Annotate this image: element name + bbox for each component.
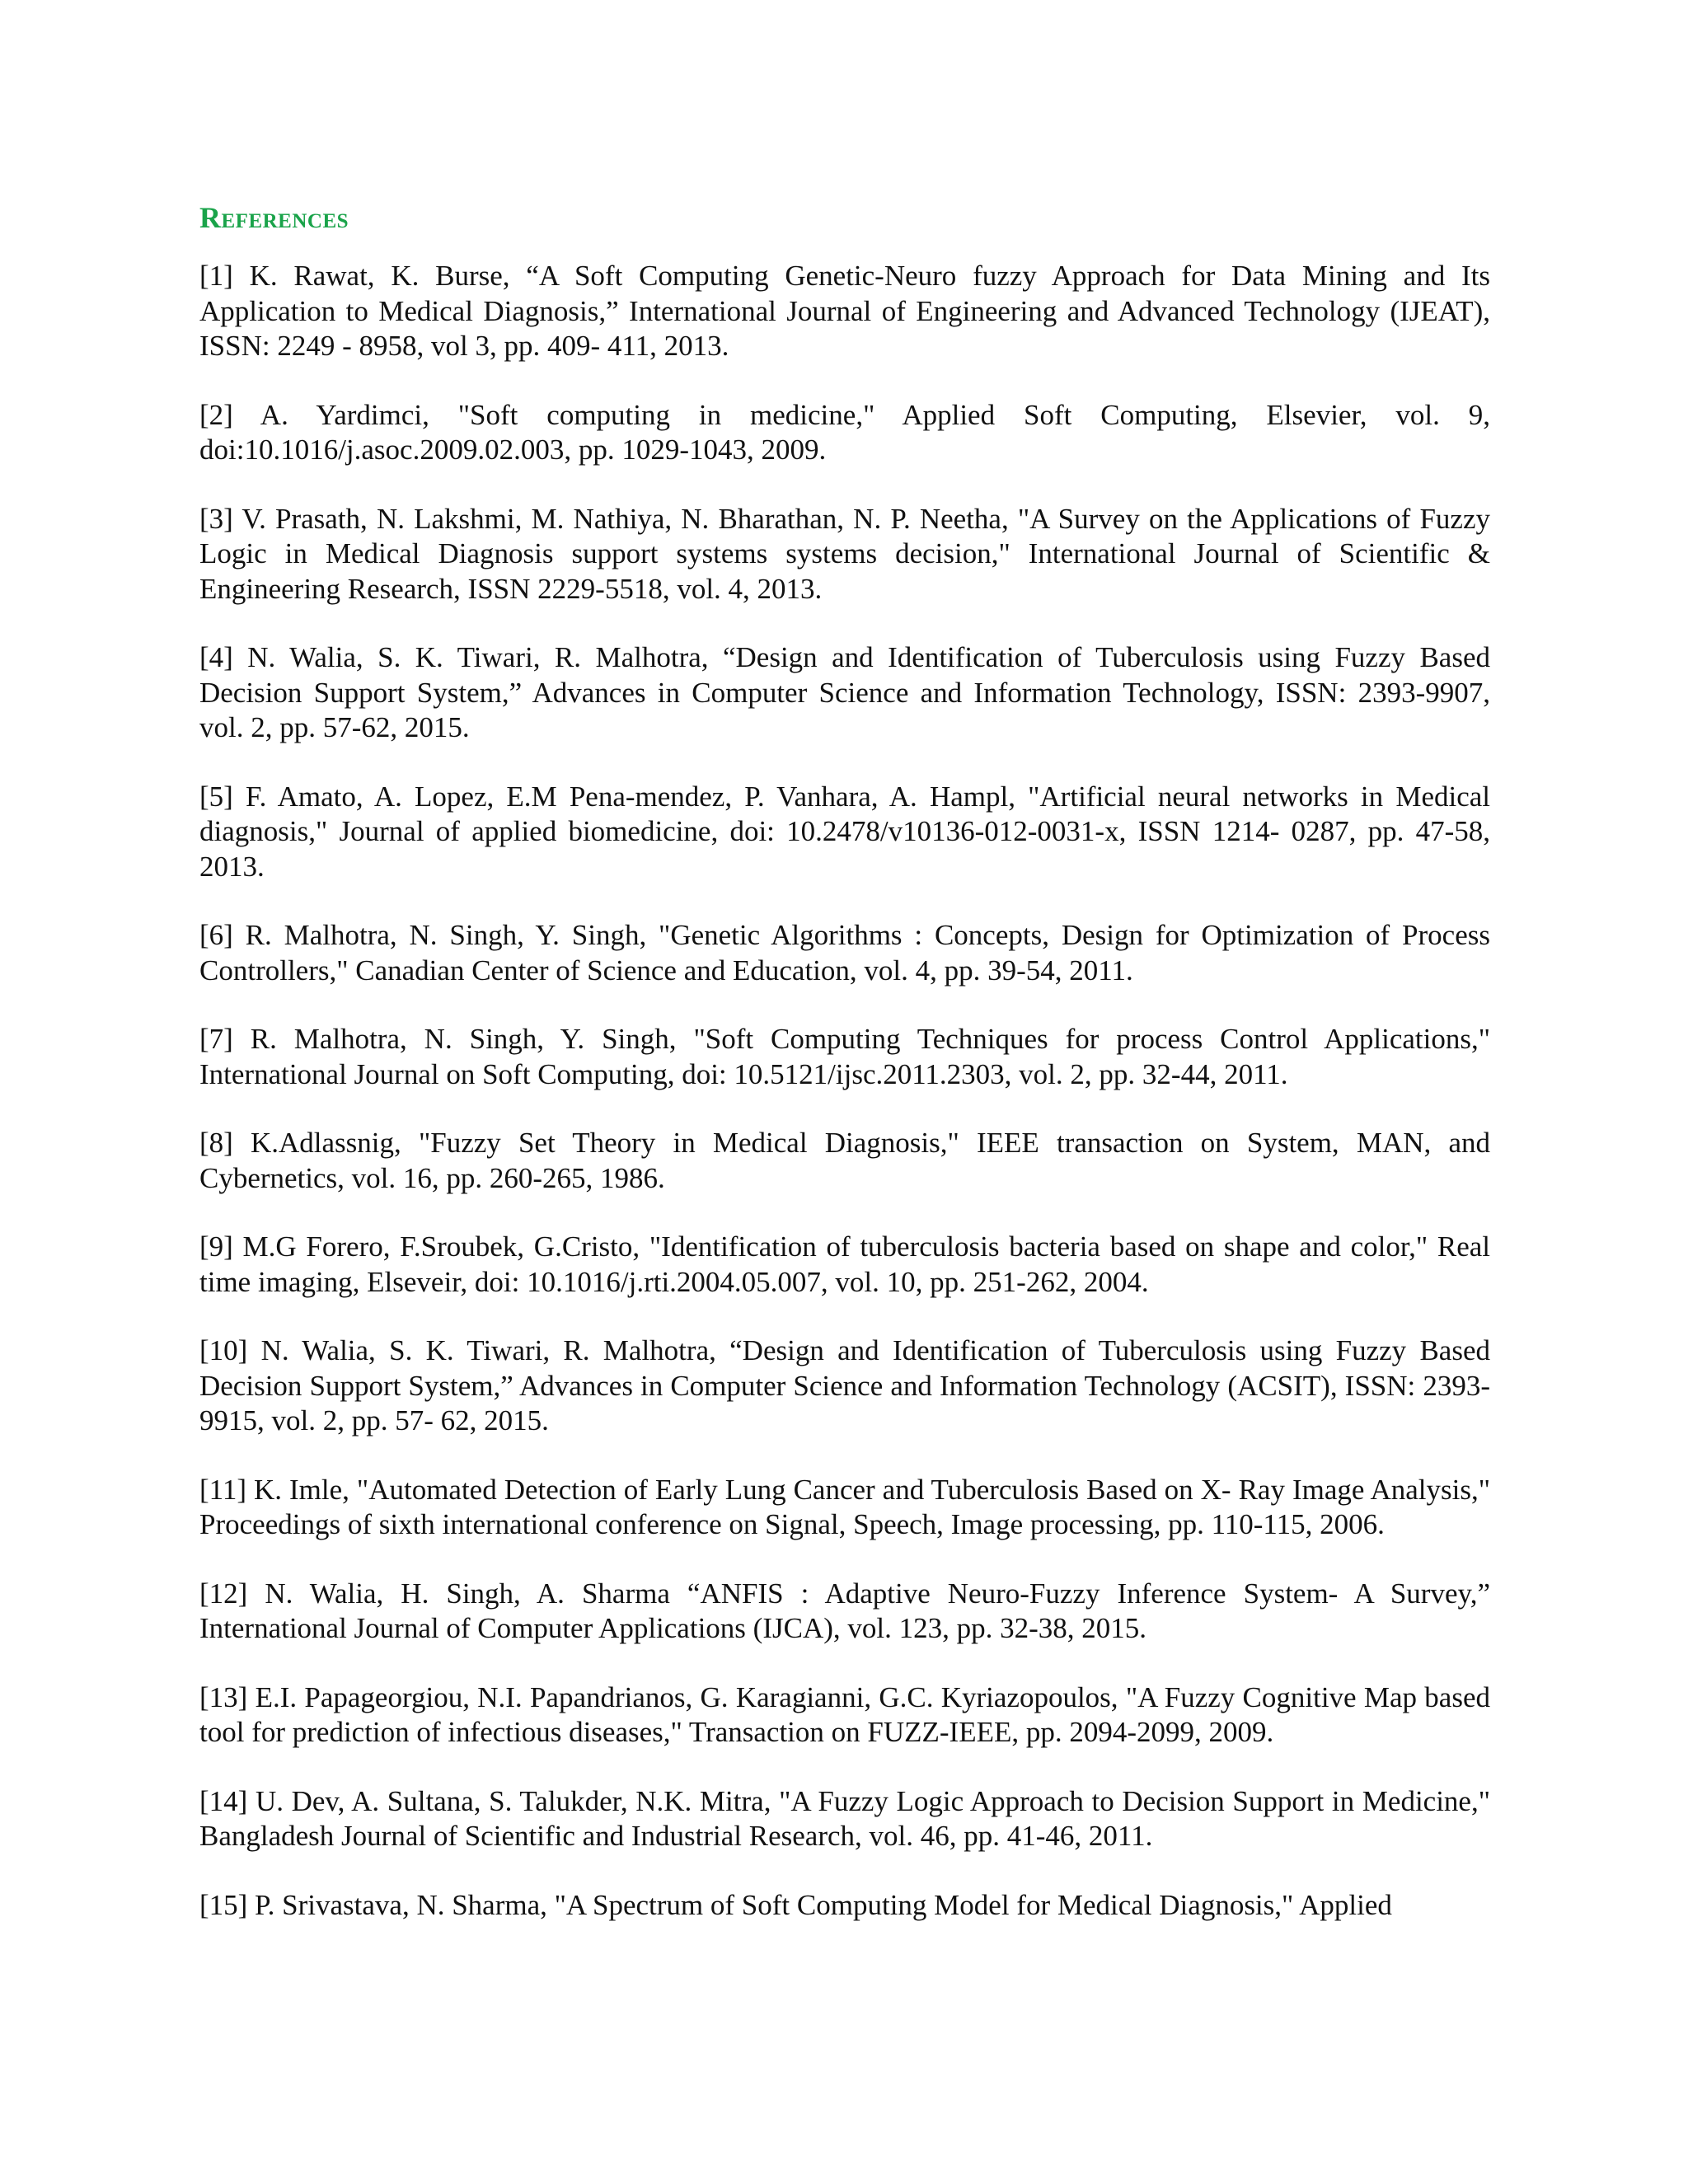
reference-item: [12] N. Walia, H. Singh, A. Sharma “ANFIS : Adaptive Neuro-Fuzzy Inference System- A Survey,” International Journal of Computer Applications (IJCA), vol. 123, pp. 32-38, 2015. <box>199 1577 1490 1644</box>
reference-item: [3] V. Prasath, N. Lakshmi, M. Nathiya, N. Bharathan, N. P. Neetha, "A Survey on the Applications of Fuzzy Logic in Medical Diagnosis support systems systems decision," International Journal of Scientific & Engineering Research, ISSN 2229-5518, vol. 4, 2013. <box>199 502 1490 605</box>
reference-list <box>199 259 1490 1923</box>
reference-item: [15] P. Srivastava, N. Sharma, "A Spectrum of Soft Computing Model for Medical Diagnosis," Applied <box>199 1888 1392 1921</box>
reference-item: [14] U. Dev, A. Sultana, S. Talukder, N.K. Mitra, "A Fuzzy Logic Approach to Decision Support in Medicine," Bangladesh Journal of Scientific and Industrial Research, vol. 46, pp. 41-46, 2011. <box>199 1784 1490 1852</box>
reference-item: [6] R. Malhotra, N. Singh, Y. Singh, "Genetic Algorithms : Concepts, Design for Optimization of Process Controllers," Canadian Center of Science and Education, vol. 4, pp. 39-54, 2011. <box>199 919 1490 987</box>
reference-item: [7] R. Malhotra, N. Singh, Y. Singh, "Soft Computing Techniques for process Control Applications," International Journal on Soft Computing, doi: 10.5121/ijsc.2011.2303, vol. 2, pp. 32-44, 2011. <box>199 1023 1490 1090</box>
reference-item: [9] M.G Forero, F.Sroubek, G.Cristo, "Identification of tuberculosis bacteria based on shape and color," Real time imaging, Elseveir, doi: 10.1016/j.rti.2004.05.007, vol. 10, pp. 251-262, 2004. <box>199 1230 1490 1298</box>
reference-item: [13] E.I. Papageorgiou, N.I. Papandrianos, G. Karagianni, G.C. Kyriazopoulos, "A Fuzzy Cognitive Map based tool for prediction of infectious diseases," Transaction on FUZZ-IEEE, pp. 2094-2099, 2009. <box>199 1680 1490 1748</box>
reference-item: [5] F. Amato, A. Lopez, E.M Pena-mendez, P. Vanhara, A. Hampl, "Artificial neural networks in Medical diagnosis," Journal of applied biomedicine, doi: 10.2478/v10136-012-0031-x, ISSN 1214- 0287, pp. 47-58, 2013. <box>199 780 1490 883</box>
reference-item: [11] K. Imle, "Automated Detection of Early Lung Cancer and Tuberculosis Based on X- Ray Image Analysis," Proceedings of sixth international conference on Signal, Speech, Image processing, pp. 110-115, 2006. <box>199 1473 1490 1540</box>
references-page <box>199 196 1490 1923</box>
reference-item: [10] N. Walia, S. K. Tiwari, R. Malhotra, “Design and Identification of Tuberculosis using Fuzzy Based Decision Support System,” Advances in Computer Science and Information Technology (ACSIT), ISSN: 2393-9915, vol. 2, pp. 57- 62, 2015. <box>199 1334 1490 1436</box>
section-heading: References <box>199 201 349 234</box>
reference-item: [1] K. Rawat, K. Burse, “A Soft Computing Genetic-Neuro fuzzy Approach for Data Mining and Its Application to Medical Diagnosis,” International Journal of Engineering and Advanced Technology (IJEAT), ISSN: 2249 - 8958, vol 3, pp. 409- 411, 2013. <box>199 260 1490 362</box>
reference-item: [4] N. Walia, S. K. Tiwari, R. Malhotra, “Design and Identification of Tuberculosis using Fuzzy Based Decision Support System,” Advances in Computer Science and Information Technology, ISSN: 2393-9907, vol. 2, pp. 57-62, 2015. <box>199 641 1490 743</box>
reference-item: [2] A. Yardimci, "Soft computing in medicine," Applied Soft Computing, Elsevier, vol. 9, doi:10.1016/j.asoc.2009.02.003, pp. 1029-1043, 2009. <box>199 398 1490 466</box>
reference-item: [8] K.Adlassnig, "Fuzzy Set Theory in Medical Diagnosis," IEEE transaction on System, MAN, and Cybernetics, vol. 16, pp. 260-265, 1986. <box>199 1127 1490 1194</box>
